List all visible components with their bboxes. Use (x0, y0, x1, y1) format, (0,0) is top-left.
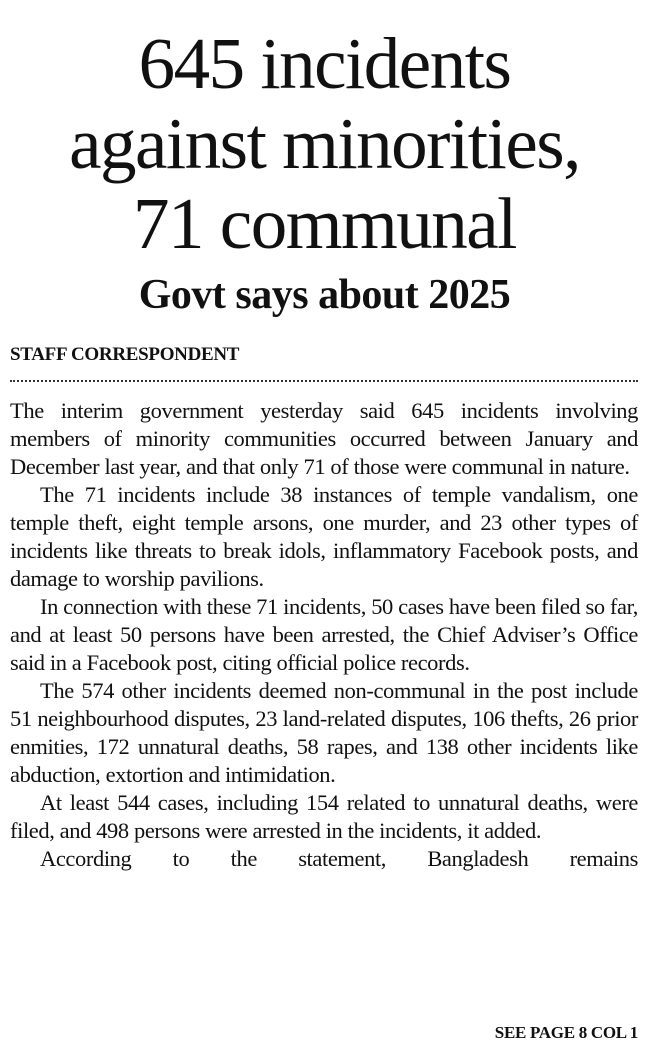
continuation-jump-line[interactable]: SEE PAGE 8 COL 1 (494, 1023, 638, 1042)
headline-line-1: 645 incidents (138, 23, 511, 104)
paragraph-1: The interim government yesterday said 645 incidents involving members of minority communities occurred between January and December last year, and that only 71 of those were communal in nature. (10, 398, 638, 479)
byline: STAFF CORRESPONDENT (10, 344, 240, 365)
headline (0, 24, 649, 264)
paragraph-4: The 574 other incidents deemed non-communal in the post include 51 neighbourhood disputes, 23 land-related disputes, 106 thefts, 26 prior enmities, 172 unnatural deaths, 58 rapes, and 138 other incidents like abduction, extortion and intimidation. (10, 678, 638, 787)
dotted-divider (10, 380, 638, 382)
paragraph-3: In connection with these 71 incidents, 50 cases have been filed so far, and at least 50 persons have been arrested, the Chief Adviser’s Office said in a Facebook post, citing official police records. (10, 594, 638, 675)
subheadline: Govt says about 2025 (138, 272, 511, 318)
paragraph-2: The 71 incidents include 38 instances of temple vandalism, one temple theft, eight temple arsons, one murder, and 23 other types of incidents like threats to break idols, inflammatory Facebook posts, and damage to worship pavilions. (10, 482, 638, 591)
headline-line-3: 71 communal (133, 183, 516, 264)
paragraph-6: According to the statement, Bangladesh remains (40, 846, 638, 871)
headline-line-2: against minorities, (69, 103, 580, 184)
paragraph-5: At least 544 cases, including 154 related to unnatural deaths, were filed, and 498 persons were arrested in the incidents, it added. (10, 790, 638, 843)
article-body (10, 397, 638, 873)
